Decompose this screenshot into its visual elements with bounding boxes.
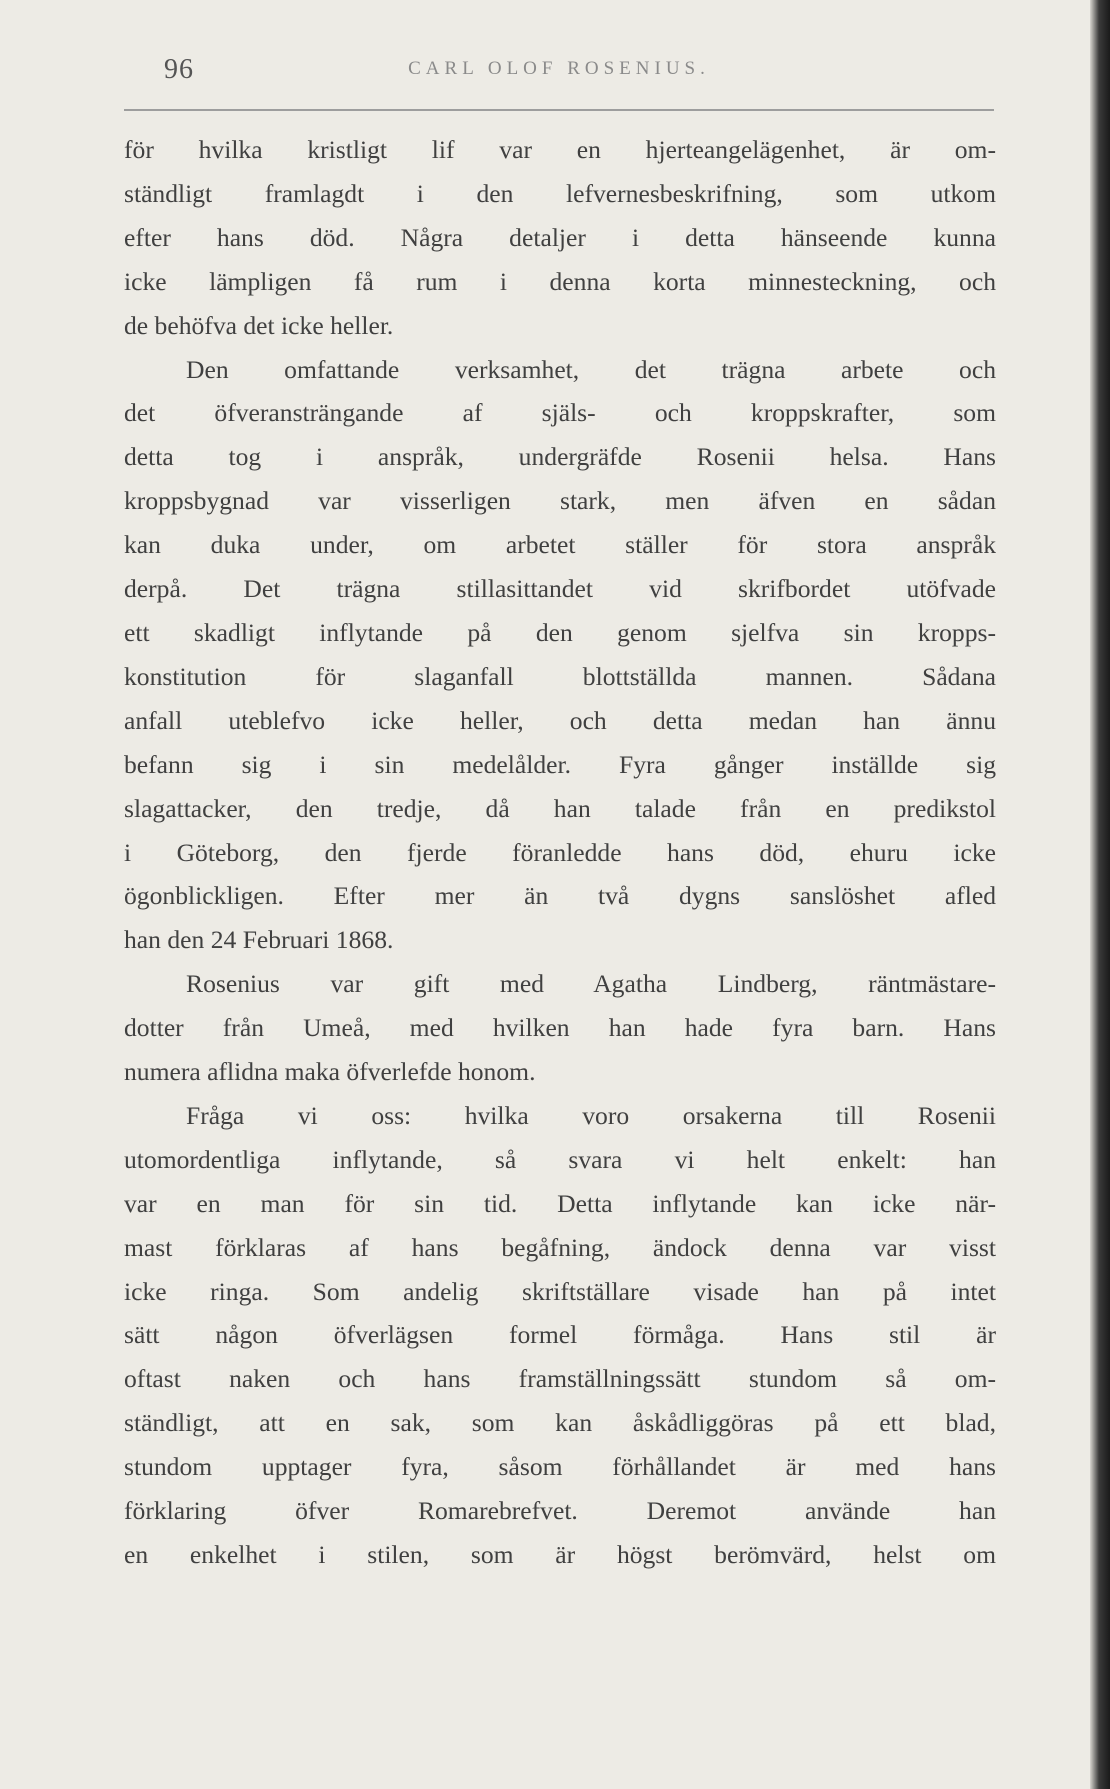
text-line: kan duka under, om arbetet ställer för stora anspråk [124,530,996,560]
text-line: ett skadligt inflytande på den genom sjelfva sin kropps- [124,617,996,647]
text-line: derpå. Det trägna stillasittandet vid skrifbordet utöfvade [124,574,996,604]
text-line: icke ringa. Som andelig skriftställare visade han på intet [124,1276,996,1306]
text-line: numera aflidna maka öfverlefde honom. [124,1057,536,1087]
text-line: icke lämpligen få rum i denna korta minnesteckning, och [124,266,996,296]
text-line: det öfveransträngande af själs- och kroppskrafter, som [124,398,996,428]
text-line: kroppsbygnad var visserligen stark, men äfven en sådan [124,486,996,516]
text-line: oftast naken och hans framställningssätt stundom så om- [124,1364,996,1394]
text-line: befann sig i sin medelålder. Fyra gånger inställde sig [124,749,996,779]
text-line: stundom upptager fyra, såsom förhållandet är med hans [124,1452,996,1482]
text-line: utomordentliga inflytande, så svara vi helt enkelt: han [124,1144,996,1174]
text-line: Rosenius var gift med Agatha Lindberg, räntmästare- [186,969,996,999]
text-line: detta tog i anspråk, undergräfde Rosenii helsa. Hans [124,442,996,472]
text-line: sätt någon öfverlägsen formel förmåga. Hans stil är [124,1320,996,1350]
text-line: i Göteborg, den fjerde föranledde hans död, ehuru icke [124,837,996,867]
text-line: efter hans död. Några detaljer i detta hänseende kunna [124,222,996,252]
page-header [124,50,994,90]
text-line: Den omfattande verksamhet, det trägna arbete och [186,354,996,384]
text-line: för hvilka kristligt lif var en hjerteangelägenhet, är om- [124,135,996,164]
text-line: var en man för sin tid. Detta inflytande kan icke när- [124,1188,996,1218]
text-line: Fråga vi oss: hvilka voro orsakerna till Rosenii [186,1100,996,1130]
paragraph-1 [124,128,996,348]
text-line: ständligt, att en sak, som kan åskådliggöras på ett blad, [124,1408,996,1438]
text-line: de behöfva det icke heller. [124,310,394,340]
paragraph-4 [124,1094,996,1577]
text-line: förklaring öfver Romarebrefvet. Deremot använde han [124,1496,996,1526]
paragraph-3 [124,962,996,1094]
text-line: konstitution för slaganfall blottställda mannen. Sådana [124,661,996,691]
paragraph-2 [124,348,996,963]
text-line: han den 24 Februari 1868. [124,925,394,955]
body-text [124,128,996,1577]
text-line: slagattacker, den tredje, då han talade från en predikstol [124,793,996,823]
header-rule [124,109,994,111]
page-number: 96 [164,54,194,85]
text-line: anfall uteblefvo icke heller, och detta medan han ännu [124,705,996,735]
text-line: ögonblickligen. Efter mer än två dygns sanslöshet afled [124,881,996,911]
text-line: dotter från Umeå, med hvilken han hade fyra barn. Hans [124,1013,996,1043]
text-line: ständligt framlagdt i den lefvernesbeskrifning, som utkom [124,178,996,208]
text-line: mast förklaras af hans begåfning, ändock denna var visst [124,1232,996,1262]
book-binding-edge [1090,0,1110,1789]
text-line: en enkelhet i stilen, som är högst berömvärd, helst om [124,1540,996,1569]
running-head: CARL OLOF ROSENIUS. [408,58,710,79]
